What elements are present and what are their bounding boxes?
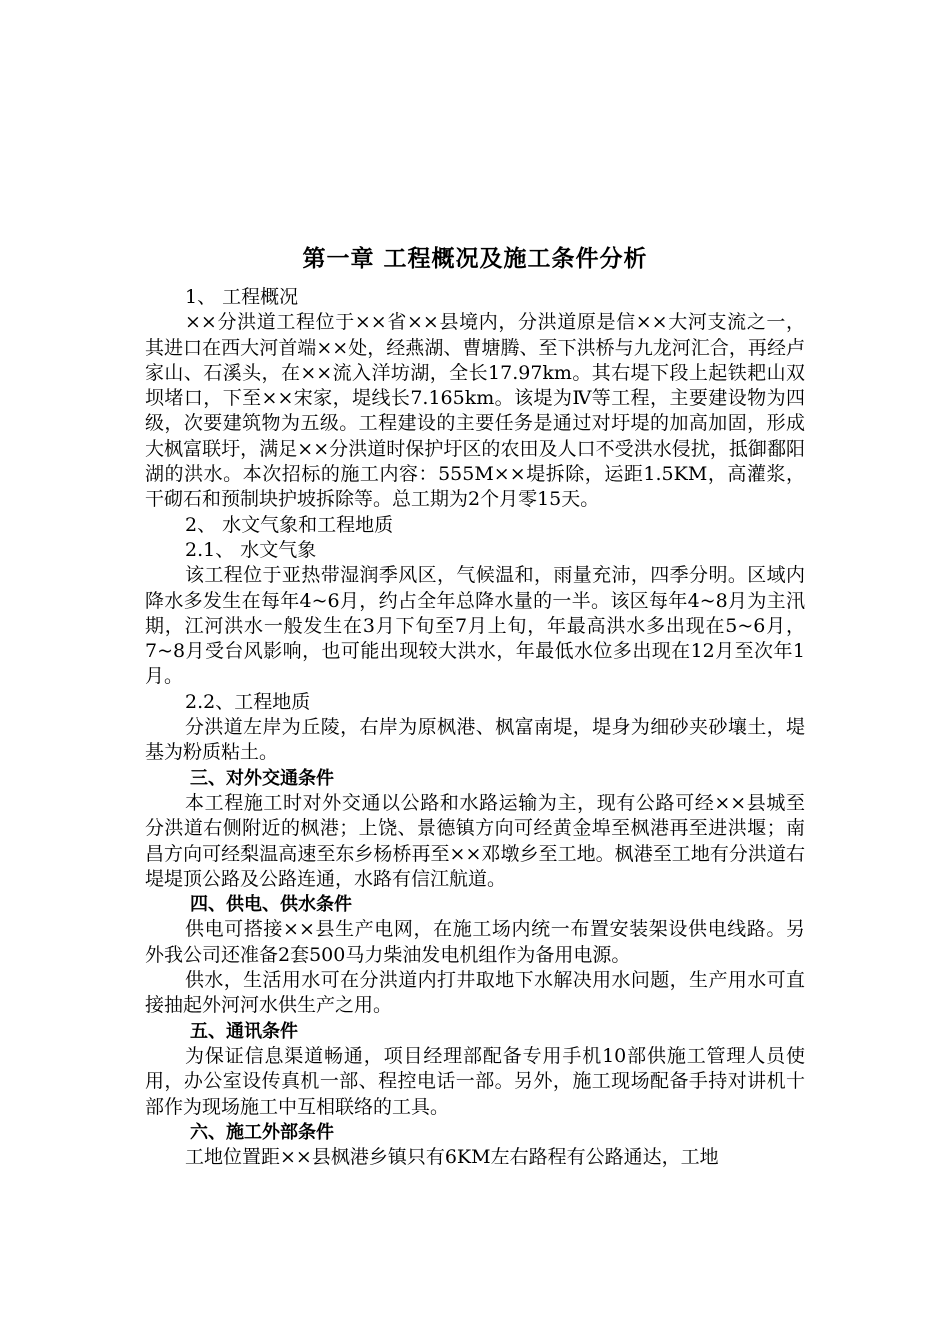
section-heading: 三、对外交通条件 xyxy=(190,767,334,789)
section-heading: 六、施工外部条件 xyxy=(190,1121,334,1143)
paragraph: 本工程施工时对外交通以公路和水路运输为主，现有公路可经××县城至分洪道右侧附近的枫港；上饶、景德镇方向可经黄金埠至枫港再至进洪堰；南昌方向可经梨温高速至东乡杨桥再至××邓墩乡至工地。枫港至工地有分洪道右堤堤顶公路及公路连通，水路有信江航道。 xyxy=(145,791,805,890)
section-heading: 四、供电、供水条件 xyxy=(190,894,352,916)
subsection-heading: 2.2、工程地质 xyxy=(185,690,311,713)
paragraph: 分洪道左岸为丘陵，右岸为原枫港、枫富南堤，堤身为细砂夹砂壤土，堤基为粉质粘土。 xyxy=(145,716,805,764)
section-heading: 五、通讯条件 xyxy=(190,1020,298,1042)
paragraph: 供电可搭接××县生产电网，在施工场内统一布置安装架设供电线路。另外我公司还准备2套500马力柴油发电机组作为备用电源。 xyxy=(145,918,805,966)
section-heading: 2、 水文气象和工程地质 xyxy=(185,513,394,536)
paragraph: 为保证信息渠道畅通，项目经理部配备专用手机10部供施工管理人员使用，办公室设传真机一部、程控电话一部。另外，施工现场配备手持对讲机十部作为现场施工中互相联络的工具。 xyxy=(145,1044,805,1118)
document-body xyxy=(145,285,805,1170)
paragraph: ××分洪道工程位于××省××县境内，分洪道原是信××大河支流之一，其进口在西大河首端××处，经燕湖、曹塘腾、至下洪桥与九龙河汇合，再经卢家山、石溪头，在××流入洋坊湖，全长17.97km。其右堤下段上起铁耙山双坝堵口，下至××宋家，堤线长7.165km。该堤为Ⅳ等工程，主要建设物为四级，次要建筑物为五级。工程建设的主要任务是通过对圩堤的加高加固，形成大枫富联圩，满足××分洪道时保护圩区的农田及人口不受洪水侵扰，抵御鄱阳湖的洪水。本次招标的施工内容：555M××堤拆除，运距1.5KM，高灌浆，干砌石和预制块护坡拆除等。总工期为2个月零15天。 xyxy=(145,311,805,511)
section-heading: 1、 工程概况 xyxy=(185,286,299,308)
paragraph: 供水，生活用水可在分洪道内打井取地下水解决用水问题，生产用水可直接抽起外河河水供生产之用。 xyxy=(145,969,805,1017)
subsection-heading: 2.1、 水文气象 xyxy=(185,538,317,561)
paragraph: 工地位置距××县枫港乡镇只有6KM左右路程有公路通达，工地 xyxy=(185,1146,719,1169)
paragraph: 该工程位于亚热带湿润季风区，气候温和，雨量充沛，四季分明。区域内降水多发生在每年4~6月，约占全年总降水量的一半。该区每年4~8月为主汛期，江河洪水一般发生在3月下旬至7月上旬，年最高洪水多出现在5~6月，7~8月受台风影响，也可能出现较大洪水，年最低水位多出现在12月至次年1月。 xyxy=(145,564,805,688)
chapter-title: 第一章 工程概况及施工条件分析 xyxy=(302,246,648,272)
